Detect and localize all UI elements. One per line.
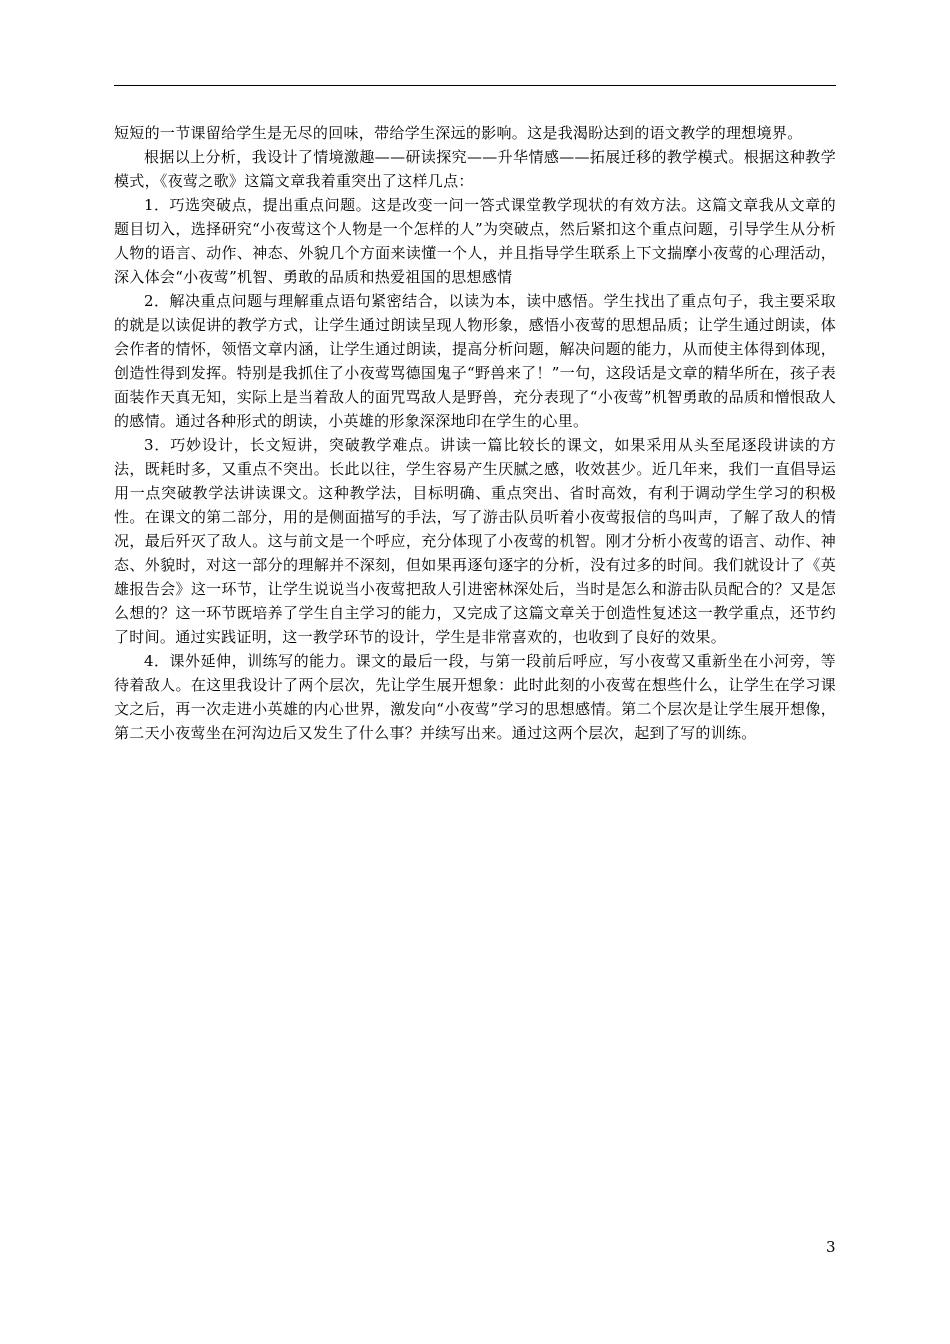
paragraph-point-3: 3．巧妙设计，长文短讲，突破教学难点。讲读一篇比较长的课文，如果采用从头至尾逐段讲读的方法，既耗时多，又重点不突出。长此以往，学生容易产生厌腻之感，收效甚少。近几年来，我们一直倡导运用一点突破教学法讲读课文。这种教学法，目标明确、重点突出、省时高效，有利于调动学生学习的积极性。在课文的第二部分，用的是侧面描写的手法，写了游击队员听着小夜莺报信的鸟叫声，了解了敌人的情况，最后歼灭了敌人。这与前文是一个呼应，充分体现了小夜莺的机智。刚才分析小夜莺的语言、动作、神态、外貌时，对这一部分的理解并不深刻，但如果再逐句逐字的分析，没有过多的时间。我们就设计了《英雄报告会》这一环节，让学生说说当小夜莺把敌人引进密林深处后，当时是怎么和游击队员配合的？又是怎么想的？这一环节既培养了学生自主学习的能力，又完成了这篇文章关于创造性复述这一教学重点，还节约了时间。通过实践证明，这一教学环节的设计，学生是非常喜欢的，也收到了良好的效果。 [114, 436, 836, 646]
document-body [114, 121, 836, 745]
paragraph-point-4: 4．课外延伸，训练写的能力。课文的最后一段，与第一段前后呼应，写小夜莺又重新坐在小河旁，等待着敌人。在这里我设计了两个层次，先让学生展开想象：此时此刻的小夜莺在想些什么，让学生在学习课文之后，再一次走进小英雄的内心世界，激发向“小夜莺”学习的思想感情。第二个层次是让学生展开想像，第二天小夜莺坐在河沟边后又发生了什么事？并续写出来。通过这两个层次，起到了写的训练。 [114, 652, 836, 742]
header-rule [114, 85, 836, 86]
paragraph-point-2: 2．解决重点问题与理解重点语句紧密结合，以读为本，读中感悟。学生找出了重点句子，我主要采取的就是以读促讲的教学方式，让学生通过朗读呈现人物形象，感悟小夜莺的思想品质；让学生通过朗读，体会作者的情怀，领悟文章内涵，让学生通过朗读，提高分析问题，解决问题的能力，从而使主体得到体现，创造性得到发挥。特别是我抓住了小夜莺骂德国鬼子“野兽来了！”一句，这段话是文章的精华所在，孩子表面装作天真无知，实际上是当着敌人的面咒骂敌人是野兽，充分表现了“小夜莺”机智勇敢的品质和憎恨敌人的感情。通过各种形式的朗读，小英雄的形象深深地印在学生的心里。 [114, 292, 836, 430]
paragraph-teaching-model: 根据以上分析，我设计了情境激趣——研读探究——升华情感——拓展迁移的教学模式。根据这种教学模式，《夜莺之歌》这篇文章我着重突出了这样几点： [114, 148, 836, 190]
page-number: 3 [826, 1238, 836, 1256]
paragraph-point-1: 1．巧选突破点，提出重点问题。这是改变一问一答式课堂教学现状的有效方法。这篇文章我从文章的题目切入，选择研究“小夜莺这个人物是一个怎样的人”为突破点，然后紧扣这个重点问题，引导学生从分析人物的语言、动作、神态、外貌几个方面来读懂一个人，并且指导学生联系上下文揣摩小夜莺的心理活动，深入体会“小夜莺”机智、勇敢的品质和热爱祖国的思想感情 [114, 196, 836, 286]
paragraph-continuation: 短短的一节课留给学生是无尽的回味，带给学生深远的影响。这是我渴盼达到的语文教学的理想境界。 [114, 124, 803, 142]
